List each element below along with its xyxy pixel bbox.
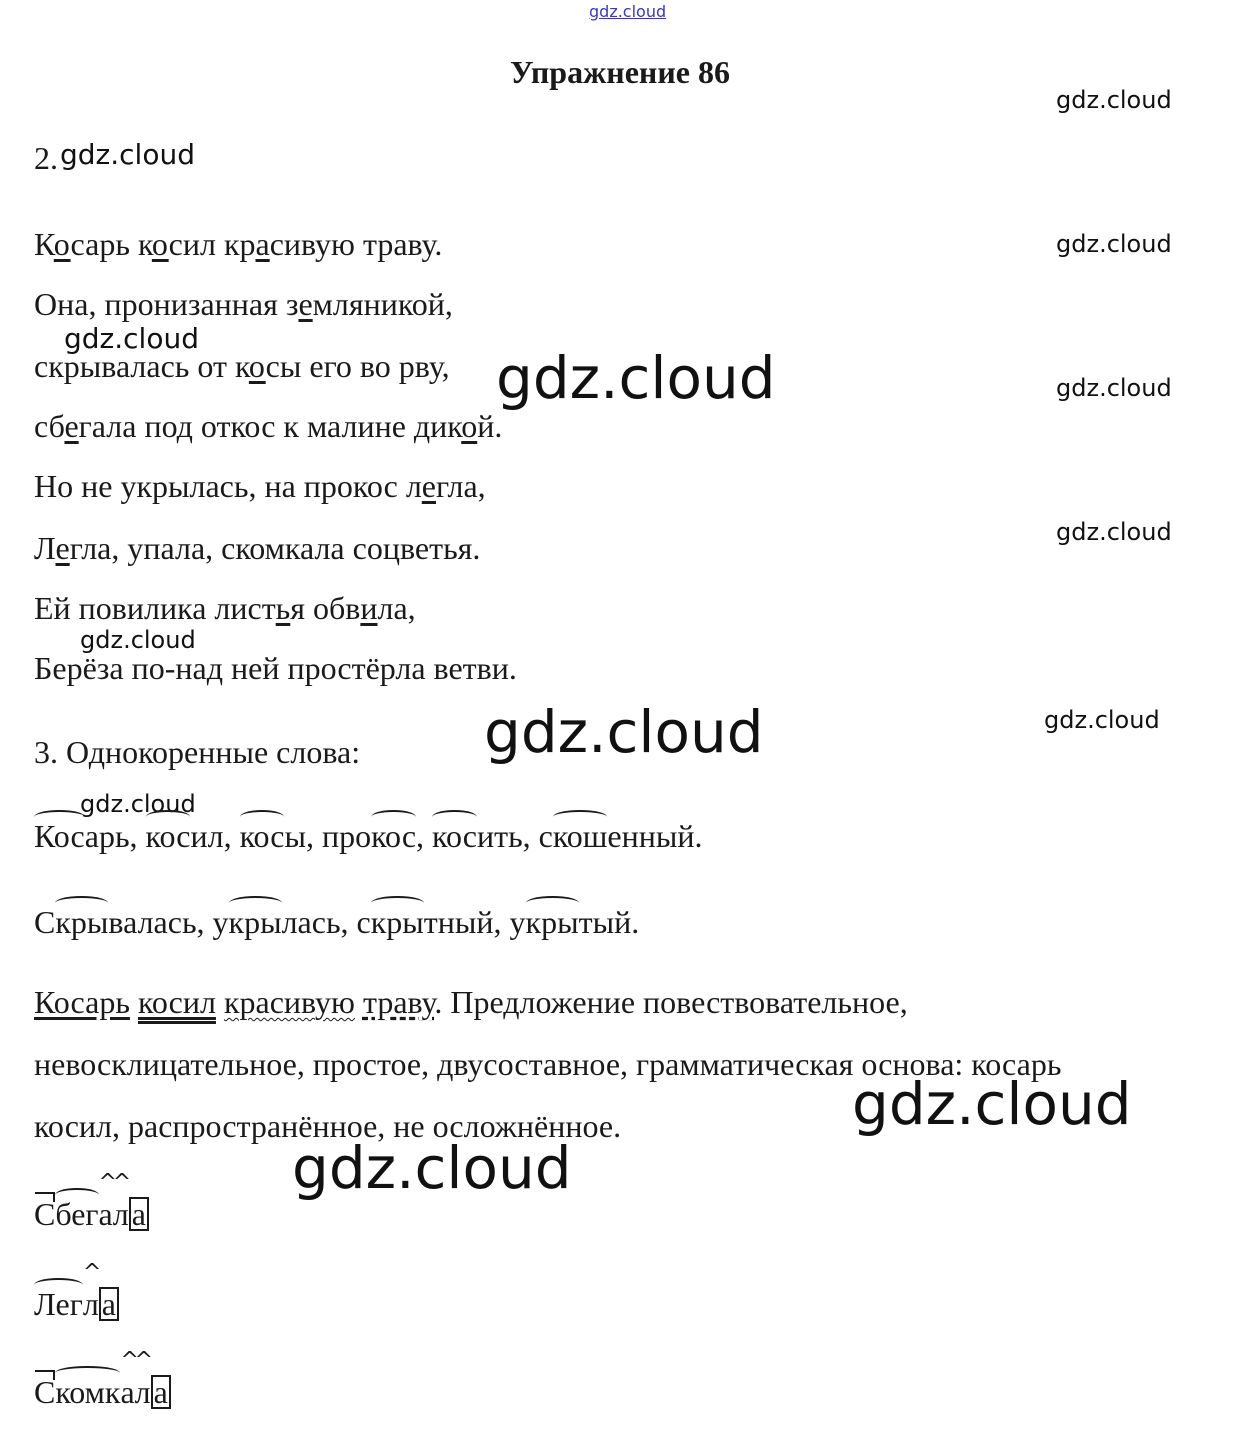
separator: , <box>196 904 213 940</box>
marked-vowel: е <box>421 468 436 504</box>
marked-vowel: а <box>255 226 270 262</box>
separator: , <box>340 904 357 940</box>
word-rest: тый <box>578 904 632 940</box>
poem-text: Ей повилика лист <box>34 590 276 626</box>
morpheme-word <box>34 1284 119 1324</box>
poem-line <box>34 528 480 568</box>
word-root: кос <box>371 818 417 854</box>
word-rest: ить <box>476 818 523 854</box>
word-root: кос <box>145 818 191 854</box>
poem-line <box>34 588 416 628</box>
word-root: кры <box>370 904 424 940</box>
morpheme-suffix: ^ а <box>120 1372 134 1412</box>
watermark: gdz.cloud <box>1056 518 1172 546</box>
cognates-line-kos <box>34 816 703 856</box>
separator: , <box>416 818 433 854</box>
poem-text: скрывалась от к <box>34 348 249 384</box>
poem-text: я обв <box>290 590 361 626</box>
morpheme-suffix: ^ л <box>113 1194 129 1234</box>
word-root: кры <box>525 904 579 940</box>
cognate-word <box>34 904 197 940</box>
object-word: траву <box>362 984 435 1020</box>
morpheme-prefix: С <box>34 1374 56 1410</box>
exercise-title: Упражнение 86 <box>509 54 730 90</box>
cognate-word <box>240 818 306 854</box>
poem-text: К <box>34 226 54 262</box>
predicate-word: косил <box>137 984 216 1020</box>
word-prefix: С <box>34 904 56 940</box>
poem-line <box>34 224 442 264</box>
task-3-heading: 3. Однокоренные слова: <box>34 734 361 770</box>
poem-text: Она, пронизанная з <box>34 286 299 322</box>
separator: , <box>129 818 146 854</box>
morpheme-root: Лег <box>34 1286 83 1322</box>
analysis-line-1 <box>34 982 908 1022</box>
cognate-word <box>539 818 695 854</box>
watermark: gdz.cloud <box>80 626 196 654</box>
poem-text: ла, <box>377 590 416 626</box>
morpheme-ending: а <box>151 1375 171 1409</box>
word-prefix: у <box>212 904 229 940</box>
word-prefix: про <box>321 818 372 854</box>
marked-vowel: о <box>248 348 266 384</box>
analysis-line-3: косил, распространённое, не осложнённое. <box>34 1108 622 1144</box>
separator: , <box>305 818 322 854</box>
word-prefix: у <box>509 904 526 940</box>
marked-vowel: е <box>64 408 79 444</box>
word-prefix: с <box>538 818 553 854</box>
watermark-large: gdz.cloud <box>484 698 764 766</box>
watermark-large: gdz.cloud <box>292 1134 572 1202</box>
word-rest: ил <box>190 818 224 854</box>
separator: , <box>493 904 510 940</box>
word-root: кры <box>228 904 282 940</box>
cognate-word <box>322 818 416 854</box>
cognate-word <box>432 818 523 854</box>
word-root: Кос <box>34 818 85 854</box>
cognates-line-kry <box>34 902 639 942</box>
morpheme-ending: а <box>99 1287 119 1321</box>
word-root: кос <box>432 818 477 854</box>
word-root: кры <box>55 904 109 940</box>
watermark: gdz.cloud <box>1056 374 1172 402</box>
word-rest: тный <box>423 904 494 940</box>
poem-line <box>34 284 453 324</box>
watermark-large: gdz.cloud <box>852 1070 1132 1138</box>
word-prefix: с <box>356 904 371 940</box>
cognate-word <box>510 904 632 940</box>
analysis-line-2: невосклицательное, простое, двусоставное, грамматическая основа: косарь <box>34 1046 1062 1082</box>
attribute-word: красивую <box>223 984 355 1020</box>
poem-text: сб <box>34 408 65 444</box>
cognate-word <box>146 818 224 854</box>
poem-text: сы его во рву, <box>265 348 450 384</box>
poem-line <box>34 406 502 446</box>
marked-vowel: о <box>53 226 71 262</box>
poem-line <box>34 346 450 386</box>
morpheme-root: комк <box>55 1374 121 1410</box>
word-rest: лась <box>281 904 341 940</box>
morpheme-suffix: ^ а <box>99 1194 113 1234</box>
cognate-word <box>213 904 341 940</box>
morpheme-root: бег <box>55 1196 99 1232</box>
word-rest: ы <box>284 818 306 854</box>
watermark-top: gdz.cloud <box>589 2 667 21</box>
cognate-word <box>34 818 130 854</box>
watermark: gdz.cloud <box>1056 230 1172 258</box>
poem-text: гала под откос к малине дик <box>78 408 462 444</box>
watermark: gdz.cloud <box>64 322 199 355</box>
subject-word: Косарь <box>34 984 130 1020</box>
poem-text: Но не укрылась, на прокос л <box>34 468 422 504</box>
watermark: gdz.cloud <box>80 790 196 818</box>
morpheme-word <box>34 1194 149 1234</box>
watermark-large: gdz.cloud <box>496 344 776 412</box>
word-rest: валась <box>108 904 197 940</box>
poem-text: мляникой, <box>312 286 453 322</box>
morpheme-word <box>34 1372 171 1412</box>
analysis-text: . Предложение повествовательное, <box>434 984 908 1020</box>
morpheme-suffix: ^ л <box>83 1284 99 1324</box>
poem-line <box>34 648 517 688</box>
task-2-number: 2. <box>34 140 58 176</box>
word-root: кош <box>552 818 608 854</box>
watermark: gdz.cloud <box>60 138 195 171</box>
cognate-word <box>357 904 494 940</box>
poem-text: сивую траву. <box>269 226 443 262</box>
marked-vowel: и <box>360 590 378 626</box>
separator: , <box>223 818 240 854</box>
poem-text: сарь к <box>70 226 152 262</box>
word-root: кос <box>239 818 285 854</box>
watermark: gdz.cloud <box>1044 706 1160 734</box>
marked-vowel: е <box>298 286 313 322</box>
separator: . <box>694 818 703 854</box>
watermark: gdz.cloud <box>1056 86 1172 114</box>
poem-text: сил кр <box>168 226 256 262</box>
poem-text: гла, <box>436 468 486 504</box>
marked-vowel: ь <box>275 590 291 626</box>
poem-text: Л <box>34 530 56 566</box>
poem-text: Берёза по-над ней простёрла ветви. <box>34 650 517 686</box>
marked-vowel: е <box>55 530 70 566</box>
morpheme-prefix: С <box>34 1196 56 1232</box>
separator: , <box>522 818 539 854</box>
morpheme-suffix: ^ л <box>135 1372 151 1412</box>
separator: . <box>631 904 640 940</box>
poem-text: й. <box>477 408 503 444</box>
marked-vowel: о <box>151 226 169 262</box>
word-rest: арь <box>84 818 130 854</box>
word-rest: енный <box>607 818 695 854</box>
marked-vowel: о <box>461 408 478 444</box>
poem-text: гла, упала, скомкала соцветья. <box>69 530 481 566</box>
morpheme-ending: а <box>129 1197 149 1231</box>
poem-line <box>34 466 486 506</box>
